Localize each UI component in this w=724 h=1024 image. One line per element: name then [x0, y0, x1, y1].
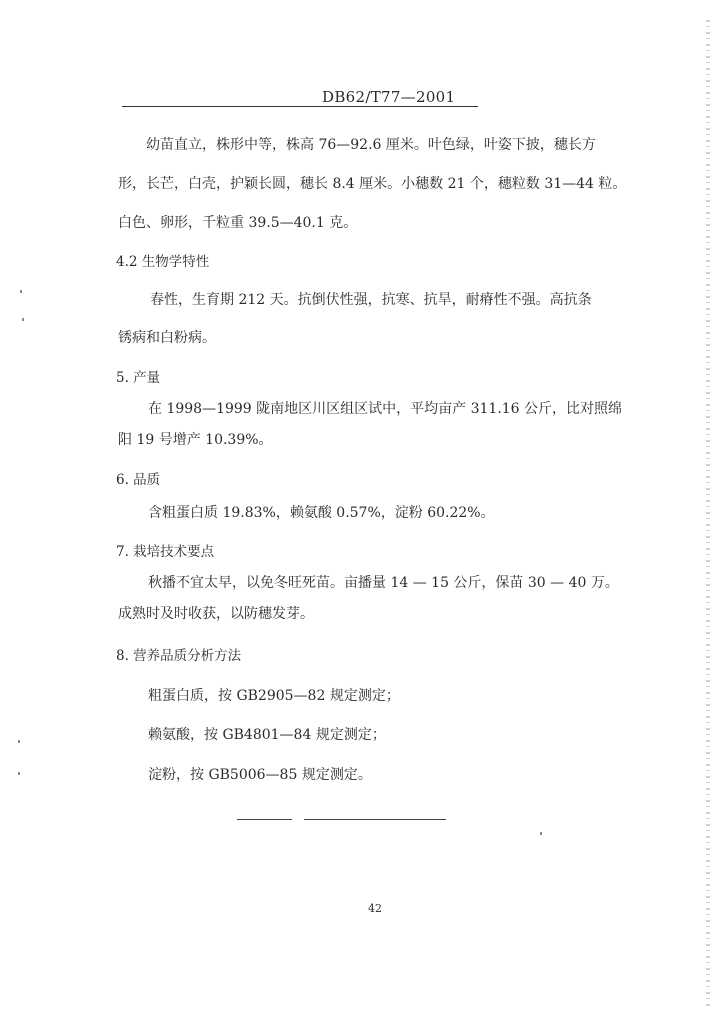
scan-speck — [18, 740, 20, 743]
body-line-10: 成熟时及时收获，以防穗发芽。 — [118, 606, 314, 622]
section-heading-7: 7. 栽培技术要点 — [116, 544, 215, 560]
scan-edge-noise — [706, 20, 710, 1010]
page-number: 42 — [368, 902, 382, 915]
scan-speck — [540, 832, 542, 835]
section-heading-8: 8. 营养品质分析方法 — [116, 648, 242, 664]
scan-speck — [20, 290, 22, 293]
end-rule-left — [237, 819, 292, 820]
body-line-5: 锈病和白粉病。 — [118, 330, 216, 346]
method-line-2: 赖氨酸，按 GB4801—84 规定测定； — [148, 727, 386, 743]
header-rule — [122, 106, 478, 107]
section-heading-6: 6. 品质 — [116, 472, 161, 488]
section-heading-5: 5. 产量 — [116, 370, 161, 386]
body-line-2: 形，长芒，白壳，护颖长圆，穗长 8.4 厘米。小穗数 21 个，穗粒数 31—44 粒。 — [118, 176, 627, 192]
body-line-1: 幼苗直立，株形中等，株高 76—92.6 厘米。叶色绿，叶姿下披，穗长方 — [146, 137, 596, 153]
body-line-3: 白色、卵形，千粒重 39.5—40.1 克。 — [118, 215, 358, 231]
method-line-1: 粗蛋白质，按 GB2905—82 规定测定； — [148, 688, 400, 704]
end-rule-right — [304, 819, 446, 820]
body-line-9: 秋播不宜太早，以免冬旺死苗。亩播量 14 — 15 公斤，保苗 30 — 40 万。 — [148, 575, 619, 591]
body-line-7: 阳 19 号增产 10.39%。 — [118, 432, 273, 448]
scan-speck — [18, 772, 20, 775]
method-line-3: 淀粉，按 GB5006—85 规定测定。 — [148, 767, 372, 783]
body-line-4: 春性，生育期 212 天。抗倒伏性强，抗寒、抗旱，耐瘠性不强。高抗条 — [150, 292, 592, 308]
body-line-8: 含粗蛋白质 19.83%，赖氨酸 0.57%，淀粉 60.22%。 — [148, 505, 495, 521]
section-heading-4-2: 4.2 生物学特性 — [116, 254, 210, 270]
body-line-6: 在 1998—1999 陇南地区川区组区试中，平均亩产 311.16 公斤，比对照绵 — [148, 401, 623, 417]
document-code: DB62/T77—2001 — [322, 88, 456, 106]
scan-speck — [22, 318, 24, 321]
